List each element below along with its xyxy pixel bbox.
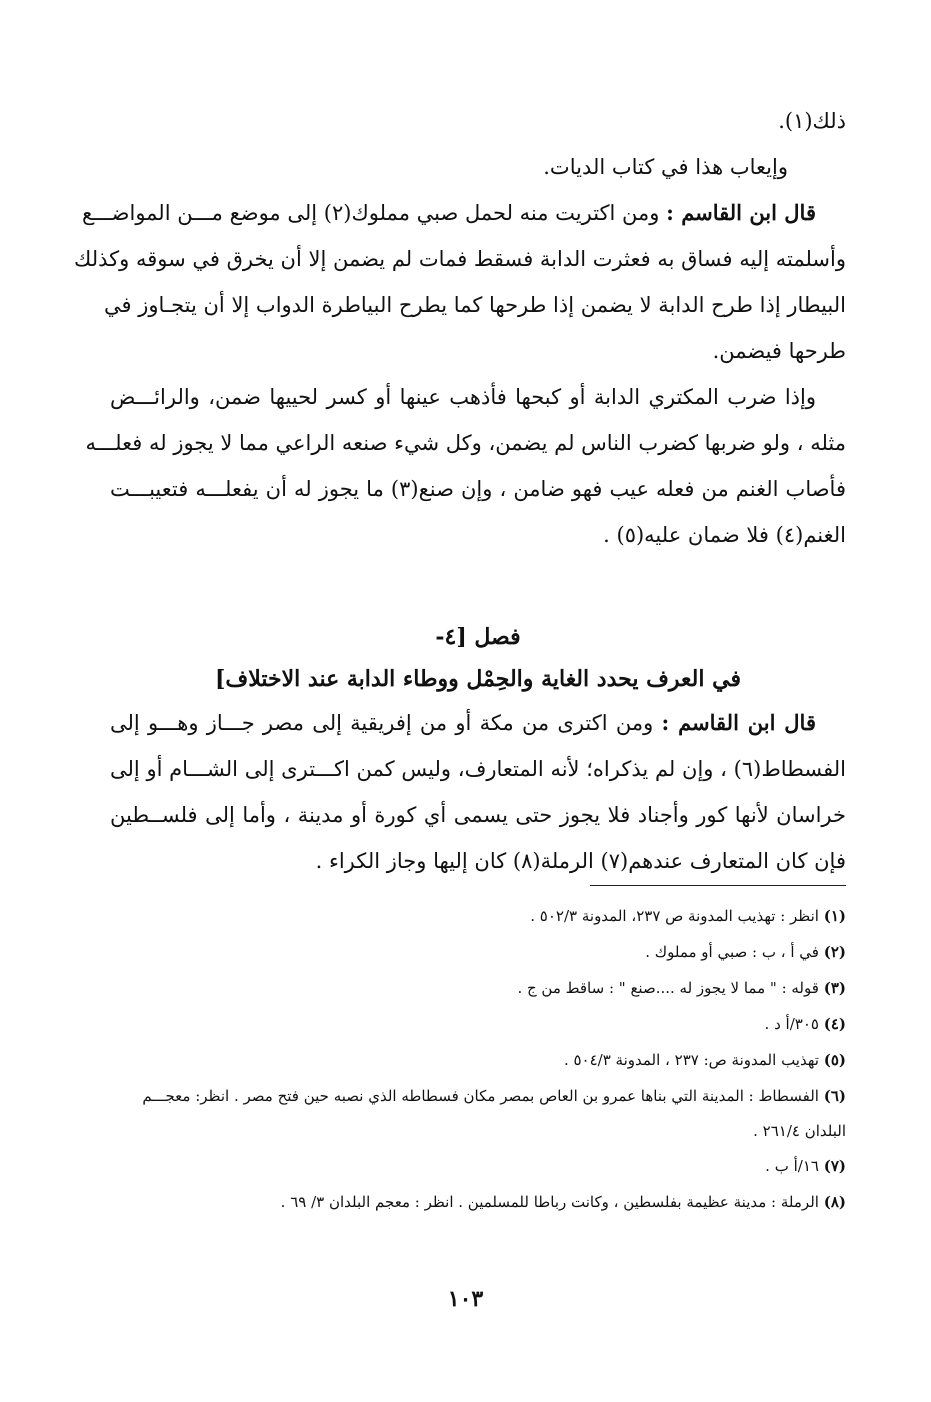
footnote-text: الفسطاط : المدينة التي بناها عمرو بن العاص بمصر مكان فسطاطه الذي نصبه حين فتح مصر . انظر: معجـــم	[142, 1087, 819, 1105]
section-subtitle: في العرف يحدد الغاية والحِمْل ووطاء الدابة عند الاختلاف]	[215, 666, 741, 692]
paragraph-line: طرحها فيضمن.	[712, 339, 846, 363]
speaker-label: قال ابن القاسم :	[666, 200, 816, 225]
footnote-text: ٣٠٥/أ د .	[764, 1015, 819, 1033]
footnote-number: (٢)	[823, 943, 846, 961]
footnote	[110, 898, 846, 934]
paragraph-line: البيطار إذا طرح الدابة لا يضمن إذا طرحها كما يطرح البياطرة الدواب إلا أن يتجـاوز في	[104, 293, 846, 317]
paragraph-line: الفسطاط(٦) ، وإن لم يذكراه؛ لأنه المتعارف، وليس كمن اكـــترى إلى الشـــام أو إلى	[110, 757, 846, 781]
footnote	[110, 934, 846, 970]
footnote	[110, 1042, 846, 1078]
footnote-text: تهذيب المدونة ص: ٢٣٧ ، المدونة ٥٠٤/٣ .	[563, 1051, 819, 1069]
paragraph-line: خراسان لأنها كور وأجناد فلا يجوز حتى يسمى أي كورة أو مدينة ، وأما إلى فلســطين	[110, 803, 846, 827]
footnote-text: انظر : تهذيب المدونة ص ٢٣٧، المدونة ٥٠٢/٣ .	[530, 907, 819, 925]
footnote	[110, 1078, 846, 1114]
footnote-text: الرملة : مدينة عظيمة بفلسطين ، وكانت رباطا للمسلمين . انظر : معجم البلدان ٣/ ٦٩ .	[280, 1193, 819, 1211]
footnote	[110, 1006, 846, 1042]
footnote-number: (٤)	[823, 1015, 846, 1033]
section-title: فصل [٤-	[435, 624, 521, 650]
footnote-number: (٣)	[823, 979, 846, 997]
paragraph-line: وأسلمته إليه فساق به فعثرت الدابة فسقط فمات لم يضمن إلا أن يخرق في سوقه وكذلك	[74, 247, 846, 271]
footnote-text: في أ ، ب : صبي أو مملوك .	[645, 943, 819, 961]
footnote	[110, 970, 846, 1006]
footnote-number: (٧)	[823, 1157, 846, 1175]
footnote	[110, 1148, 846, 1184]
speaker-label: قال ابن القاسم :	[661, 710, 816, 735]
paragraph-line: فإن كان المتعارف عندهم(٧) الرملة(٨) كان إليها وجاز الكراء .	[315, 849, 846, 873]
paragraph-text: ومن اكتريت منه لحمل صبي مملوك(٢) إلى موضع مـــن المواضـــع	[82, 201, 660, 225]
footnote-separator	[590, 885, 846, 886]
text-line: وإيعاب هذا في كتاب الديات.	[543, 155, 788, 179]
text-line: ذلك(١).	[778, 109, 846, 133]
footnote-text: قوله : " مما لا يجوز له ....صنع " : ساقط من ج .	[517, 979, 819, 997]
paragraph-line: فأصاب الغنم من فعله عيب فهو ضامن ، وإن صنع(٣) ما يجوز له أن يفعلـــه فتعيبـــت	[110, 477, 846, 501]
footnote-number: (٥)	[823, 1051, 846, 1069]
paragraph-line: وإذا ضرب المكتري الدابة أو كبحها فأذهب عينها أو كسر لحييها ضمن، والرائـــض	[110, 385, 816, 409]
paragraph-text: ومن اكترى من مكة أو من إفريقية إلى مصر جـــاز وهـــو إلى	[110, 711, 654, 735]
main-text	[74, 98, 846, 884]
paragraph-line: مثله ، ولو ضربها كضرب الناس لم يضمن، وكل شيء صنعه الراعي مما لا يجوز له فعلـــه	[85, 431, 846, 455]
footnote	[110, 1184, 846, 1220]
footnote-continuation: البلدان ٢٦١/٤ .	[753, 1122, 846, 1140]
footnote-number: (٦)	[823, 1087, 846, 1105]
paragraph-line	[82, 190, 846, 236]
paragraph-line	[110, 700, 846, 746]
page-number: ١٠٣	[447, 1286, 484, 1312]
footnote-number: (٨)	[823, 1193, 846, 1211]
footnote-number: (١)	[823, 907, 846, 925]
footnotes	[110, 898, 846, 1220]
paragraph-line: الغنم(٤) فلا ضمان عليه(٥) .	[603, 523, 846, 547]
footnote-text: ١٦/أ ب .	[765, 1157, 819, 1175]
